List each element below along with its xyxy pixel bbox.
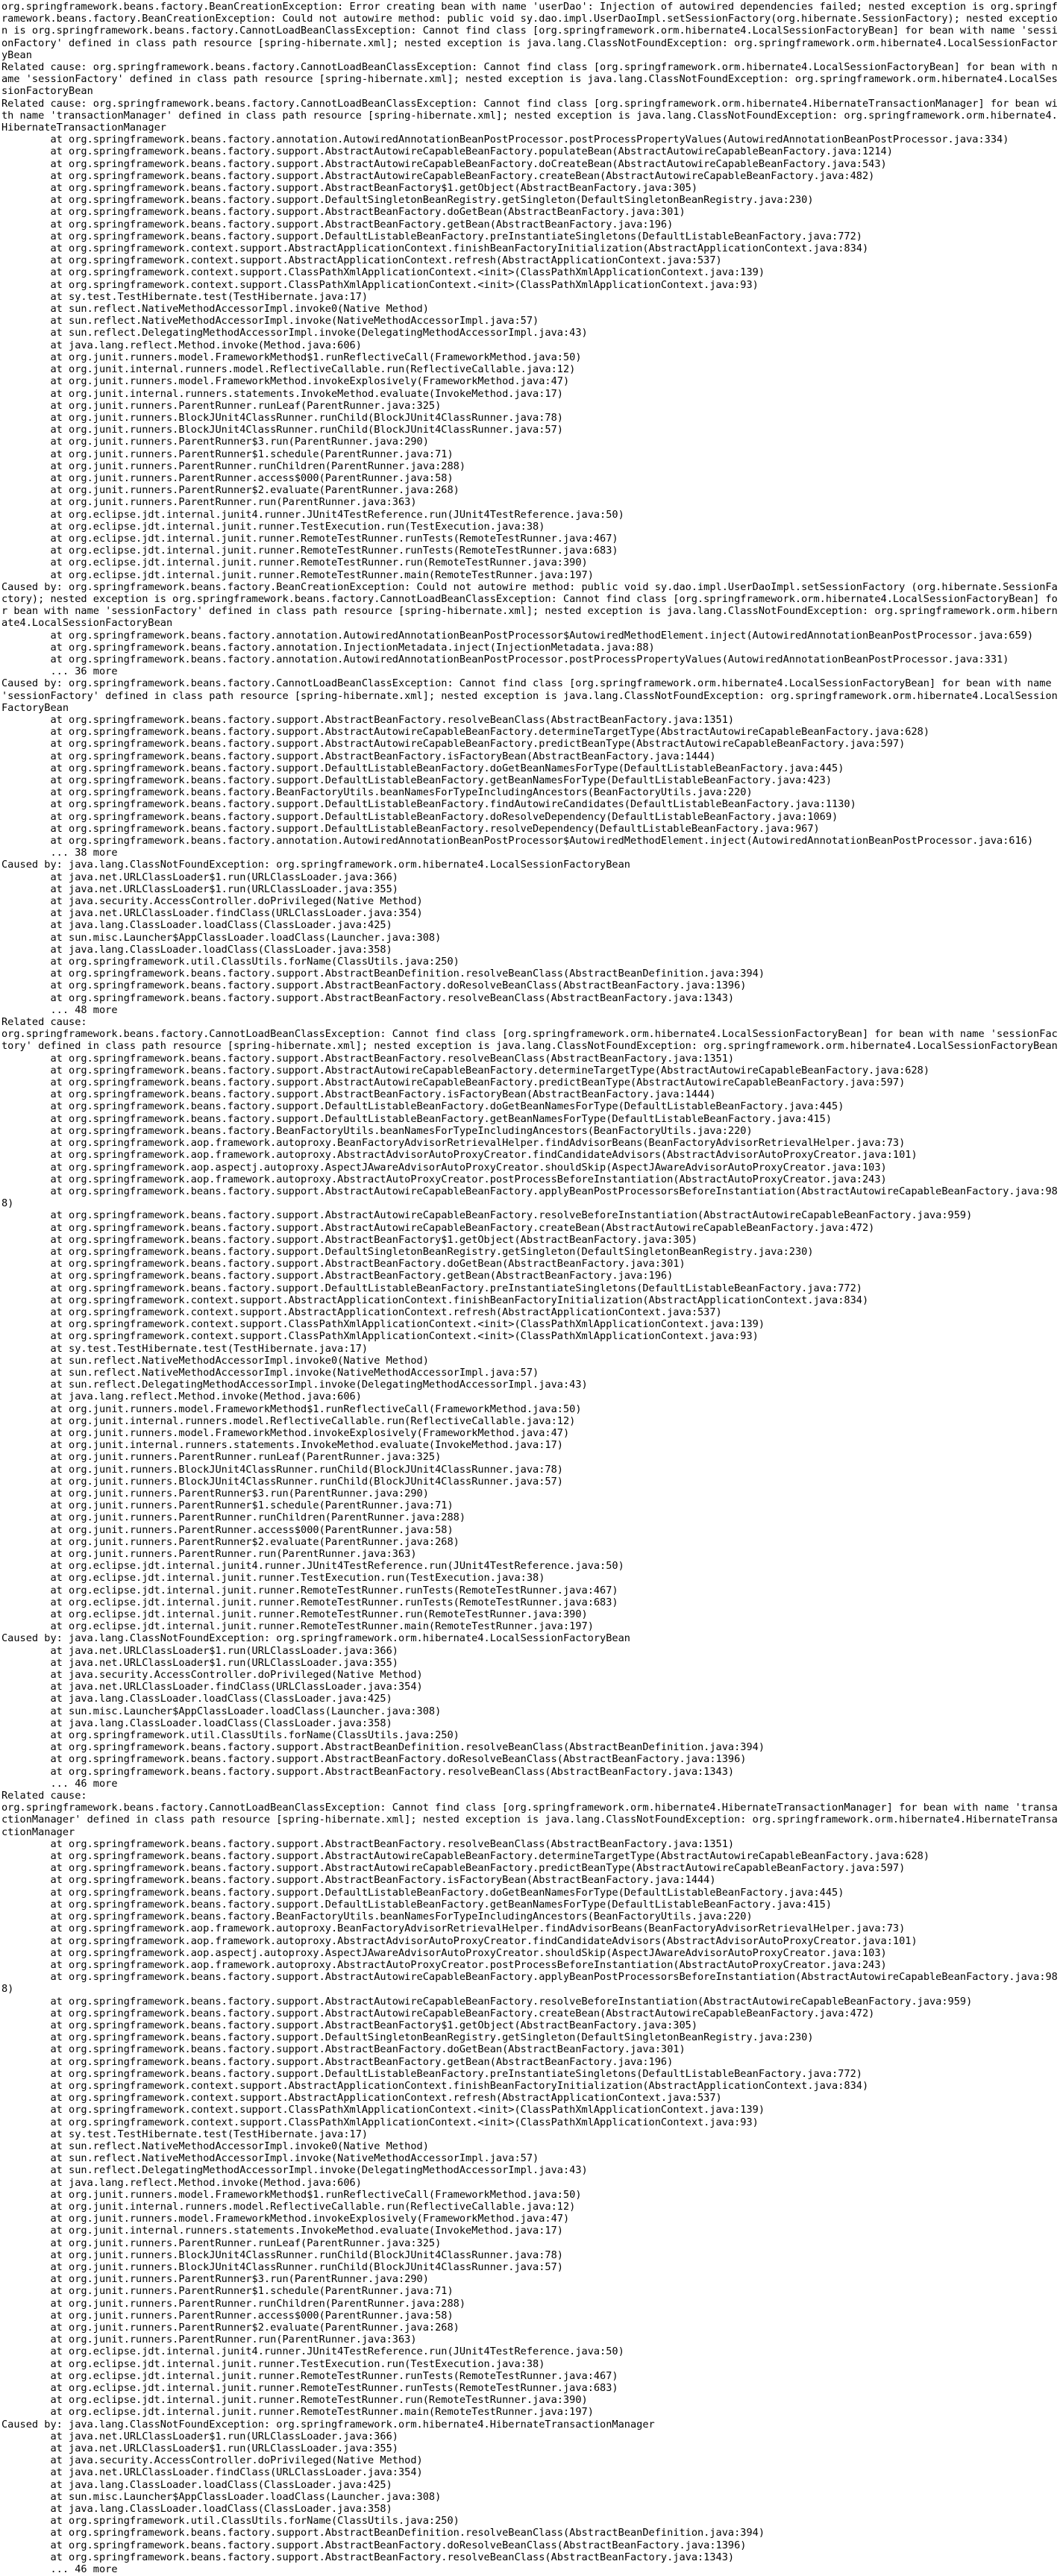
- stack-trace-line: at sun.reflect.NativeMethodAccessorImpl.invoke0(Native Method): [1, 1354, 429, 1367]
- stack-trace-line: at org.springframework.beans.factory.support.AbstractAutowireCapableBeanFactory.predictBeanType(AbstractAutowireCapableBeanFactory.java:597): [1, 738, 906, 750]
- stack-trace-line: at org.springframework.beans.factory.support.AbstractAutowireCapableBeanFactory.resolveBeforeInstantiation(AbstractAutowireCapableBeanFactory.java:959): [1, 1995, 973, 2008]
- stack-trace-line: at org.springframework.beans.factory.support.DefaultListableBeanFactory.doResolveDependency(DefaultListableBeanFactory.java:1069): [1, 810, 838, 823]
- stack-trace-line: at org.springframework.beans.factory.support.DefaultSingletonBeanRegistry.getSingleton(DefaultSingletonBeanRegistry.java:230): [1, 194, 814, 207]
- stack-trace-line: at org.springframework.util.ClassUtils.forName(ClassUtils.java:250): [1, 2515, 460, 2528]
- stack-trace-line: at org.springframework.context.support.AbstractApplicationContext.finishBeanFactoryInitialization(AbstractApplicationContext.java:834): [1, 1294, 869, 1306]
- stack-trace-line: at java.net.URLClassLoader.findClass(URLClassLoader.java:354): [1, 907, 423, 920]
- stack-trace-line: at org.eclipse.jdt.internal.junit.runner.RemoteTestRunner.main(RemoteTestRunner.java:197): [1, 1620, 594, 1633]
- stack-trace-line: at sun.reflect.NativeMethodAccessorImpl.invoke0(Native Method): [1, 2140, 429, 2152]
- stack-trace-line: at org.springframework.context.support.ClassPathXmlApplicationContext.<init>(ClassPathXmlApplicationContext.java:93): [1, 278, 759, 291]
- stack-trace-line: at org.springframework.beans.factory.support.AbstractAutowireCapableBeanFactory.doCreateBean(AbstractAutowireCapableBeanFactory.java:543): [1, 157, 887, 170]
- stack-trace-line: at org.springframework.beans.factory.support.AbstractAutowireCapableBeanFactory.determineTargetType(AbstractAutowireCapableBeanFactory.java:628): [1, 726, 929, 739]
- stack-trace-line: at java.net.URLClassLoader.findClass(URLClassLoader.java:354): [1, 2466, 423, 2479]
- stack-trace-line: at org.junit.runners.ParentRunner.access$000(ParentRunner.java:58): [1, 2309, 454, 2322]
- stack-trace-line: at org.junit.runners.ParentRunner$1.schedule(ParentRunner.java:71): [1, 1499, 454, 1512]
- stack-trace-line: at org.junit.runners.ParentRunner$3.run(ParentRunner.java:290): [1, 1487, 429, 1499]
- stack-trace-line: at org.junit.runners.ParentRunner.runLeaf(ParentRunner.java:325): [1, 2237, 442, 2249]
- stack-trace-line: at org.springframework.context.support.ClassPathXmlApplicationContext.<init>(ClassPathXmlApplicationContext.java:93): [1, 2116, 759, 2128]
- stack-trace-line: at org.eclipse.jdt.internal.junit.runner.RemoteTestRunner.main(RemoteTestRunner.java:197): [1, 2406, 594, 2419]
- stack-trace-line: at java.net.URLClassLoader$1.run(URLClassLoader.java:355): [1, 2442, 398, 2455]
- stack-trace-line: at sun.reflect.NativeMethodAccessorImpl.invoke0(Native Method): [1, 303, 429, 316]
- stack-trace-line: at org.junit.runners.model.FrameworkMethod$1.runReflectiveCall(FrameworkMethod.java:50): [1, 1403, 582, 1415]
- stack-trace-line: at sun.reflect.NativeMethodAccessorImpl.invoke(NativeMethodAccessorImpl.java:57): [1, 315, 539, 328]
- stack-trace-line: at java.lang.ClassLoader.loadClass(ClassLoader.java:425): [1, 2478, 392, 2491]
- stack-trace-line: at org.springframework.beans.factory.support.AbstractBeanFactory.doResolveBeanClass(AbstractBeanFactory.java:1396): [1, 2539, 747, 2551]
- stack-trace-line: ... 38 more: [1, 847, 118, 859]
- stack-trace-line: Caused by: java.lang.ClassNotFoundException: org.springframework.orm.hibernate4.HibernateTransactionManager: [1, 2418, 655, 2431]
- stack-trace-line: at org.eclipse.jdt.internal.junit.runner.TestExecution.run(TestExecution.java:38): [1, 1572, 545, 1585]
- stack-trace-line: at org.junit.runners.ParentRunner$3.run(ParentRunner.java:290): [1, 436, 429, 448]
- stack-trace-line: org.springframework.beans.factory.CannotLoadBeanClassException: Cannot find class [org.springframework.orm.hibernate4.HibernateTransactionManager] for bean with name 'transactionManager' defined in class path resource [spring-hibernate.xml]; nested exception is java.lang.ClassNotFoundException: org.springframework.orm.hibernate4.HibernateTransactionManager: [1, 1802, 1058, 1838]
- stack-trace-line: at java.lang.ClassLoader.loadClass(ClassLoader.java:358): [1, 2503, 392, 2516]
- stack-trace-line: Caused by: org.springframework.beans.factory.BeanCreationException: Could not autowire method: public void sy.dao.impl.UserDaoImpl.setSessionFactory (org.hibernate.SessionFactory); nested exception is org.springframework.beans.factory.CannotLoadBeanClassException: Cannot find class [org.springframework.orm.hibernate4.LocalSessionFactoryBean] for bean with name 'sessionFactory' defined in class path resource [spring-hibernate.xml]; nested exception is java.lang.ClassNotFoundException: org.springframework.orm.hibernate4.LocalSessionFactoryBean: [1, 580, 1058, 630]
- stack-trace-line: at org.eclipse.jdt.internal.junit.runner.RemoteTestRunner.runTests(RemoteTestRunner.java:683): [1, 2382, 618, 2395]
- stack-trace-line: at java.lang.ClassLoader.loadClass(ClassLoader.java:358): [1, 943, 392, 956]
- stack-trace-line: at sun.misc.Launcher$AppClassLoader.loadClass(Launcher.java:308): [1, 931, 442, 944]
- stack-trace-line: Related cause: org.springframework.beans.factory.CannotLoadBeanClassException: Cannot find class [org.springframework.orm.hibernate4.HibernateTransactionManager] for bean with name 'transactionManager' defined in class path resource [spring-hibernate.xml]; nested exception is java.lang.ClassNotFoundException: org.springframework.orm.hibernate4.HibernateTransactionManager: [1, 97, 1058, 134]
- stack-trace-line: at org.eclipse.jdt.internal.junit.runner.TestExecution.run(TestExecution.java:38): [1, 2357, 545, 2370]
- stack-trace-line: at org.springframework.beans.factory.support.AbstractBeanFactory$1.getObject(AbstractBeanFactory.java:305): [1, 1233, 698, 1246]
- stack-trace-line: at org.springframework.beans.factory.support.AbstractBeanFactory.resolveBeanClass(AbstractBeanFactory.java:1351): [1, 1052, 735, 1065]
- stack-trace-line: Related cause:: [1, 1016, 87, 1029]
- stack-trace-line: at org.springframework.beans.factory.support.DefaultSingletonBeanRegistry.getSingleton(DefaultSingletonBeanRegistry.java:230): [1, 1245, 814, 1258]
- stack-trace-line: at org.springframework.beans.factory.support.AbstractBeanFactory.isFactoryBean(AbstractBeanFactory.java:1444): [1, 1088, 716, 1101]
- stack-trace-line: at org.junit.runners.ParentRunner$3.run(ParentRunner.java:290): [1, 2273, 429, 2286]
- stack-trace-line: at org.junit.runners.model.FrameworkMethod$1.runReflectiveCall(FrameworkMethod.java:50): [1, 351, 582, 363]
- stack-trace-line: at org.springframework.beans.factory.support.AbstractBeanFactory.doGetBean(AbstractBeanFactory.java:301): [1, 206, 686, 219]
- stack-trace-line: at org.springframework.aop.framework.autoproxy.AbstractAutoProxyCreator.postProcessBeforeInstantiation(AbstractAutoProxyCreator.java:243): [1, 1173, 887, 1185]
- stack-trace-line: at java.net.URLClassLoader$1.run(URLClassLoader.java:366): [1, 871, 398, 883]
- stack-trace-line: Related cause:: [1, 1790, 87, 1802]
- stack-trace-line: at org.junit.runners.BlockJUnit4ClassRunner.runChild(BlockJUnit4ClassRunner.java:57): [1, 1475, 563, 1488]
- stack-trace-line: at org.eclipse.jdt.internal.junit4.runner.JUnit4TestReference.run(JUnit4TestReference.java:50): [1, 508, 624, 521]
- stack-trace-line: at org.junit.runners.ParentRunner$2.evaluate(ParentRunner.java:268): [1, 1535, 460, 1548]
- stack-trace-line: at java.net.URLClassLoader$1.run(URLClassLoader.java:355): [1, 883, 398, 895]
- stack-trace-line: at sun.reflect.NativeMethodAccessorImpl.invoke(NativeMethodAccessorImpl.java:57): [1, 1366, 539, 1379]
- stack-trace-line: at org.junit.runners.model.FrameworkMethod.invokeExplosively(FrameworkMethod.java:47): [1, 2213, 570, 2225]
- stack-trace-line: at org.springframework.beans.factory.support.DefaultListableBeanFactory.preInstantiateSingletons(DefaultListableBeanFactory.java:772): [1, 1282, 862, 1294]
- stack-trace-line: at org.eclipse.jdt.internal.junit.runner.TestExecution.run(TestExecution.java:38): [1, 520, 545, 533]
- stack-trace-line: at org.junit.runners.model.FrameworkMethod.invokeExplosively(FrameworkMethod.java:47): [1, 375, 570, 388]
- stack-trace-line: at sy.test.TestHibernate.test(TestHibernate.java:17): [1, 2128, 369, 2140]
- stack-trace-line: at java.lang.reflect.Method.invoke(Method.java:606): [1, 2176, 362, 2189]
- stack-trace-line: at org.springframework.beans.factory.support.AbstractBeanFactory.resolveBeanClass(AbstractBeanFactory.java:1343): [1, 991, 735, 1004]
- stack-trace-line: at org.junit.runners.ParentRunner.access$000(ParentRunner.java:58): [1, 1523, 454, 1536]
- stack-trace-line: at org.springframework.beans.factory.annotation.AutowiredAnnotationBeanPostProcessor$AutowiredMethodElement.inject(AutowiredAnnotationBeanPostProcessor.java:616): [1, 835, 1034, 847]
- stack-trace-line: at sun.reflect.DelegatingMethodAccessorImpl.invoke(DelegatingMethodAccessorImpl.java:43): [1, 2164, 588, 2177]
- stack-trace-line: Caused by: java.lang.ClassNotFoundException: org.springframework.orm.hibernate4.LocalSessionFactoryBean: [1, 1632, 630, 1645]
- stack-trace-line: at org.springframework.beans.factory.support.AbstractBeanFactory.getBean(AbstractBeanFactory.java:196): [1, 2055, 674, 2068]
- stack-trace-line: at org.springframework.aop.aspectj.autoproxy.AspectJAwareAdvisorAutoProxyCreator.shouldSkip(AspectJAwareAdvisorAutoProxyCreator.java:103): [1, 1946, 887, 1959]
- stack-trace-line: at org.junit.internal.runners.statements.InvokeMethod.evaluate(InvokeMethod.java:17): [1, 2225, 563, 2237]
- stack-trace-line: at org.springframework.beans.factory.support.AbstractBeanFactory.isFactoryBean(AbstractBeanFactory.java:1444): [1, 1874, 716, 1887]
- stack-trace-line: at java.security.AccessController.doPrivileged(Native Method): [1, 1669, 423, 1682]
- stack-trace-line: at org.springframework.beans.factory.support.AbstractAutowireCapableBeanFactory.predictBeanType(AbstractAutowireCapableBeanFactory.java:597): [1, 1862, 906, 1875]
- stack-trace-line: at sun.reflect.DelegatingMethodAccessorImpl.invoke(DelegatingMethodAccessorImpl.java:43): [1, 1379, 588, 1391]
- stack-trace-line: at org.springframework.beans.factory.support.DefaultListableBeanFactory.resolveDependency(DefaultListableBeanFactory.java:967): [1, 822, 820, 835]
- stack-trace-line: at org.springframework.beans.factory.support.AbstractAutowireCapableBeanFactory.populateBean(AbstractAutowireCapableBeanFactory.java:1214): [1, 145, 893, 158]
- stack-trace-line: at org.junit.runners.BlockJUnit4ClassRunner.runChild(BlockJUnit4ClassRunner.java:57): [1, 424, 563, 436]
- stack-trace-line: at org.springframework.aop.framework.autoproxy.AbstractAdvisorAutoProxyCreator.findCandidateAdvisors(AbstractAdvisorAutoProxyCreator.java:101): [1, 1149, 918, 1162]
- stack-trace-line: at org.springframework.beans.factory.annotation.AutowiredAnnotationBeanPostProcessor$AutowiredMethodElement.inject(AutowiredAnnotationBeanPostProcessor.java:659): [1, 629, 1034, 642]
- stack-trace-line: at org.springframework.beans.factory.BeanFactoryUtils.beanNamesForTypeIncludingAncestors(BeanFactoryUtils.java:220): [1, 1124, 753, 1137]
- stack-trace-line: at org.springframework.context.support.AbstractApplicationContext.refresh(AbstractApplicationContext.java:537): [1, 2092, 722, 2105]
- stack-trace-line: at org.springframework.beans.factory.support.AbstractBeanDefinition.resolveBeanClass(AbstractBeanDefinition.java:394): [1, 1741, 765, 1754]
- stack-trace-line: at org.junit.runners.BlockJUnit4ClassRunner.runChild(BlockJUnit4ClassRunner.java:78): [1, 2248, 563, 2261]
- stack-trace-line: at org.springframework.beans.factory.support.AbstractBeanFactory.doGetBean(AbstractBeanFactory.java:301): [1, 2043, 686, 2056]
- stack-trace-line: at org.springframework.beans.factory.support.DefaultListableBeanFactory.findAutowireCandidates(DefaultListableBeanFactory.java:1130): [1, 798, 856, 811]
- stack-trace-line: at sun.reflect.DelegatingMethodAccessorImpl.invoke(DelegatingMethodAccessorImpl.java:43): [1, 327, 588, 339]
- stack-trace-line: at org.springframework.context.support.AbstractApplicationContext.finishBeanFactoryInitialization(AbstractApplicationContext.java:834): [1, 242, 869, 255]
- stack-trace-line: ... 48 more: [1, 1003, 118, 1016]
- stack-trace-line: at org.junit.runners.ParentRunner.run(ParentRunner.java:363): [1, 2334, 417, 2346]
- stack-trace-line: at org.junit.internal.runners.model.ReflectiveCallable.run(ReflectiveCallable.java:12): [1, 363, 576, 376]
- stack-trace-line: org.springframework.beans.factory.CannotLoadBeanClassException: Cannot find class [org.springframework.orm.hibernate4.LocalSessionFactoryBean] for bean with name 'sessionFactory' defined in class path resource [spring-hibernate.xml]; nested exception is java.lang.ClassNotFoundException: org.springframework.orm.hibernate4.LocalSessionFactoryBean: [1, 1028, 1058, 1053]
- stack-trace-line: at org.springframework.beans.factory.support.AbstractBeanFactory.isFactoryBean(AbstractBeanFactory.java:1444): [1, 750, 716, 762]
- stack-trace-line: at org.springframework.beans.factory.support.AbstractAutowireCapableBeanFactory.determineTargetType(AbstractAutowireCapableBeanFactory.java:628): [1, 1064, 929, 1077]
- stack-trace-line: org.springframework.beans.factory.BeanCreationException: Error creating bean with name 'userDao': Injection of autowired dependencies failed; nested exception is org.springframework.beans.factory.BeanCreationException: Could not autowire method: public void sy.dao.impl.UserDaoImpl.setSessionFactory(org.hibernate.SessionFactory); nested exception is org.springframework.beans.factory.CannotLoadBeanClassException: Cannot find class [org.springframework.orm.hibernate4.LocalSessionFactoryBean] for bean with name 'sessionFactory' defined in class path resource [spring-hibernate.xml]; nested exception is java.lang.ClassNotFoundException: org.springframework.orm.hibernate4.LocalSessionFactoryBean: [1, 1, 1058, 61]
- stack-trace-line: at org.springframework.beans.factory.support.DefaultListableBeanFactory.getBeanNamesForType(DefaultListableBeanFactory.java:415): [1, 1112, 832, 1125]
- stack-trace-line: ... 46 more: [1, 1777, 118, 1790]
- stack-trace-line: at java.security.AccessController.doPrivileged(Native Method): [1, 2454, 423, 2467]
- stack-trace-line: at org.junit.runners.BlockJUnit4ClassRunner.runChild(BlockJUnit4ClassRunner.java:78): [1, 1463, 563, 1476]
- stack-trace-line: at org.springframework.beans.factory.support.AbstractBeanFactory.getBean(AbstractBeanFactory.java:196): [1, 1270, 674, 1282]
- stack-trace-line: ... 36 more: [1, 665, 118, 678]
- stack-trace-line: at sun.reflect.NativeMethodAccessorImpl.invoke(NativeMethodAccessorImpl.java:57): [1, 2152, 539, 2165]
- stack-trace-line: at org.springframework.beans.factory.support.DefaultListableBeanFactory.preInstantiateSingletons(DefaultListableBeanFactory.java:772): [1, 2067, 862, 2080]
- stack-trace-line: at org.eclipse.jdt.internal.junit.runner.RemoteTestRunner.runTests(RemoteTestRunner.java:467): [1, 1584, 618, 1596]
- stack-trace-line: at org.springframework.beans.factory.support.DefaultListableBeanFactory.doGetBeanNamesForType(DefaultListableBeanFactory.java:445): [1, 1886, 844, 1899]
- stack-trace-line: at sy.test.TestHibernate.test(TestHibernate.java:17): [1, 290, 369, 303]
- stack-trace-line: at org.springframework.beans.factory.support.AbstractBeanDefinition.resolveBeanClass(AbstractBeanDefinition.java:394): [1, 2527, 765, 2539]
- stack-trace-line: at org.springframework.beans.factory.support.DefaultListableBeanFactory.doGetBeanNamesForType(DefaultListableBeanFactory.java:445): [1, 762, 844, 774]
- stack-trace-line: at org.eclipse.jdt.internal.junit4.runner.JUnit4TestReference.run(JUnit4TestReference.java:50): [1, 1560, 624, 1573]
- stack-trace-line: at java.lang.ClassLoader.loadClass(ClassLoader.java:425): [1, 919, 392, 932]
- stack-trace-line: at org.junit.runners.ParentRunner$2.evaluate(ParentRunner.java:268): [1, 2322, 460, 2334]
- stack-trace-line: at org.junit.runners.ParentRunner.run(ParentRunner.java:363): [1, 496, 417, 509]
- stack-trace-line: at sy.test.TestHibernate.test(TestHibernate.java:17): [1, 1342, 369, 1355]
- stack-trace-line: at org.springframework.beans.factory.support.AbstractBeanFactory.getBean(AbstractBeanFactory.java:196): [1, 218, 674, 231]
- stack-trace-line: at org.springframework.beans.factory.support.AbstractBeanFactory.doResolveBeanClass(AbstractBeanFactory.java:1396): [1, 980, 747, 992]
- stack-trace-line: at org.junit.runners.BlockJUnit4ClassRunner.runChild(BlockJUnit4ClassRunner.java:78): [1, 411, 563, 424]
- stack-trace-line: Caused by: java.lang.ClassNotFoundException: org.springframework.orm.hibernate4.LocalSessionFactoryBean: [1, 859, 630, 871]
- stack-trace-line: at org.springframework.beans.factory.support.AbstractBeanFactory$1.getObject(AbstractBeanFactory.java:305): [1, 182, 698, 195]
- stack-trace-line: at org.junit.runners.model.FrameworkMethod.invokeExplosively(FrameworkMethod.java:47): [1, 1426, 570, 1439]
- stack-trace-line: at org.springframework.context.support.AbstractApplicationContext.refresh(AbstractApplicationContext.java:537): [1, 1306, 722, 1318]
- stack-trace-line: at org.springframework.beans.factory.support.AbstractAutowireCapableBeanFactory.predictBeanType(AbstractAutowireCapableBeanFactory.java:597): [1, 1077, 906, 1089]
- stack-trace-line: at org.eclipse.jdt.internal.junit.runner.RemoteTestRunner.run(RemoteTestRunner.java:390): [1, 557, 588, 569]
- stack-trace-line: at org.junit.internal.runners.statements.InvokeMethod.evaluate(InvokeMethod.java:17): [1, 1439, 563, 1452]
- stack-trace-line: at org.junit.runners.model.FrameworkMethod$1.runReflectiveCall(FrameworkMethod.java:50): [1, 2188, 582, 2201]
- stack-trace-line: at org.springframework.context.support.AbstractApplicationContext.refresh(AbstractApplicationContext.java:537): [1, 254, 722, 267]
- stack-trace-line: at org.springframework.beans.factory.annotation.AutowiredAnnotationBeanPostProcessor.postProcessPropertyValues(AutowiredAnnotationBeanPostProcessor.java:334): [1, 134, 1009, 146]
- stack-trace-line: at org.junit.runners.ParentRunner.run(ParentRunner.java:363): [1, 1548, 417, 1560]
- stack-trace-line: Related cause: org.springframework.beans.factory.CannotLoadBeanClassException: Cannot find class [org.springframework.orm.hibernate4.LocalSessionFactoryBean] for bean with name 'sessionFactory' defined in class path resource [spring-hibernate.xml]; nested exception is java.lang.ClassNotFoundException: org.springframework.orm.hibernate4.LocalSessionFactoryBean: [1, 61, 1058, 98]
- stack-trace-line: at org.springframework.beans.factory.support.AbstractAutowireCapableBeanFactory.applyBeanPostProcessorsBeforeInstantiation(AbstractAutowireCapableBeanFactory.java:988): [1, 1185, 1058, 1210]
- stack-trace-line: at org.springframework.beans.factory.annotation.InjectionMetadata.inject(InjectionMetadata.java:88): [1, 641, 655, 654]
- stack-trace-line: at org.springframework.beans.factory.support.AbstractBeanFactory.resolveBeanClass(AbstractBeanFactory.java:1351): [1, 1837, 735, 1850]
- stack-trace-line: at org.eclipse.jdt.internal.junit4.runner.JUnit4TestReference.run(JUnit4TestReference.java:50): [1, 2345, 624, 2358]
- stack-trace-line: at org.eclipse.jdt.internal.junit.runner.RemoteTestRunner.run(RemoteTestRunner.java:390): [1, 2394, 588, 2407]
- stack-trace-line: at org.springframework.beans.factory.support.AbstractBeanDefinition.resolveBeanClass(AbstractBeanDefinition.java:394): [1, 968, 765, 980]
- stack-trace-line: at java.lang.reflect.Method.invoke(Method.java:606): [1, 339, 362, 351]
- stack-trace-line: at org.springframework.beans.factory.support.AbstractAutowireCapableBeanFactory.createBean(AbstractAutowireCapableBeanFactory.java:472): [1, 1221, 875, 1234]
- stack-trace-line: at org.springframework.beans.factory.support.AbstractAutowireCapableBeanFactory.resolveBeforeInstantiation(AbstractAutowireCapableBeanFactory.java:959): [1, 1209, 973, 1222]
- stack-trace-line: at org.springframework.context.support.ClassPathXmlApplicationContext.<init>(ClassPathXmlApplicationContext.java:139): [1, 2104, 765, 2116]
- stack-trace-line: at org.springframework.beans.factory.BeanFactoryUtils.beanNamesForTypeIncludingAncestors(BeanFactoryUtils.java:220): [1, 786, 753, 799]
- stack-trace-line: at org.springframework.beans.factory.support.AbstractBeanFactory.doGetBean(AbstractBeanFactory.java:301): [1, 1258, 686, 1270]
- stack-trace-line: at org.springframework.aop.framework.autoproxy.BeanFactoryAdvisorRetrievalHelper.findAdvisorBeans(BeanFactoryAdvisorRetrievalHelper.java:73): [1, 1922, 906, 1935]
- stack-trace-line: at org.springframework.beans.factory.support.AbstractAutowireCapableBeanFactory.determineTargetType(AbstractAutowireCapableBeanFactory.java:628): [1, 1850, 929, 1863]
- stack-trace-line: at org.springframework.beans.factory.support.AbstractBeanFactory.resolveBeanClass(AbstractBeanFactory.java:1343): [1, 1765, 735, 1778]
- stack-trace-line: at org.junit.runners.ParentRunner$1.schedule(ParentRunner.java:71): [1, 2285, 454, 2298]
- stack-trace-line: at org.springframework.aop.framework.autoproxy.AbstractAdvisorAutoProxyCreator.findCandidateAdvisors(AbstractAdvisorAutoProxyCreator.java:101): [1, 1934, 918, 1947]
- stack-trace-line: at java.lang.reflect.Method.invoke(Method.java:606): [1, 1391, 362, 1403]
- stack-trace-line: at org.springframework.aop.aspectj.autoproxy.AspectJAwareAdvisorAutoProxyCreator.shouldSkip(AspectJAwareAdvisorAutoProxyCreator.java:103): [1, 1161, 887, 1173]
- stack-trace-line: at org.springframework.beans.factory.support.DefaultListableBeanFactory.getBeanNamesForType(DefaultListableBeanFactory.java:415): [1, 1898, 832, 1911]
- stack-trace-line: at org.springframework.beans.factory.support.AbstractBeanFactory.doResolveBeanClass(AbstractBeanFactory.java:1396): [1, 1753, 747, 1766]
- stack-trace-line: Caused by: org.springframework.beans.factory.CannotLoadBeanClassException: Cannot find class [org.springframework.orm.hibernate4.LocalSessionFactoryBean] for bean with name 'sessionFactory' defined in class path resource [spring-hibernate.xml]; nested exception is java.lang.ClassNotFoundException: org.springframework.orm.hibernate4.LocalSessionFactoryBean: [1, 677, 1058, 714]
- stack-trace-line: at org.springframework.context.support.ClassPathXmlApplicationContext.<init>(ClassPathXmlApplicationContext.java:139): [1, 266, 765, 279]
- stack-trace-line: at org.eclipse.jdt.internal.junit.runner.RemoteTestRunner.runTests(RemoteTestRunner.java:467): [1, 532, 618, 545]
- stack-trace-line: at java.security.AccessController.doPrivileged(Native Method): [1, 895, 423, 908]
- stack-trace-line: at org.springframework.aop.framework.autoproxy.BeanFactoryAdvisorRetrievalHelper.findAdvisorBeans(BeanFactoryAdvisorRetrievalHelper.java:73): [1, 1137, 906, 1150]
- stack-trace-line: at org.eclipse.jdt.internal.junit.runner.RemoteTestRunner.runTests(RemoteTestRunner.java:683): [1, 545, 618, 557]
- stack-trace-line: at org.junit.runners.ParentRunner.runChildren(ParentRunner.java:288): [1, 460, 466, 472]
- stack-trace-line: ... 46 more: [1, 2563, 118, 2576]
- stack-trace-line: at org.junit.runners.ParentRunner.runLeaf(ParentRunner.java:325): [1, 1451, 442, 1464]
- stack-trace-line: at org.springframework.beans.factory.support.AbstractBeanFactory.resolveBeanClass(AbstractBeanFactory.java:1343): [1, 2551, 735, 2563]
- stack-trace-line: at org.springframework.context.support.ClassPathXmlApplicationContext.<init>(ClassPathXmlApplicationContext.java:93): [1, 1330, 759, 1343]
- stack-trace-line: at org.eclipse.jdt.internal.junit.runner.RemoteTestRunner.main(RemoteTestRunner.java:197): [1, 568, 594, 581]
- stack-trace-line: at org.eclipse.jdt.internal.junit.runner.RemoteTestRunner.runTests(RemoteTestRunner.java:467): [1, 2369, 618, 2382]
- stack-trace-line: at org.springframework.context.support.AbstractApplicationContext.finishBeanFactoryInitialization(AbstractApplicationContext.java:834): [1, 2079, 869, 2092]
- stack-trace-line: at org.springframework.beans.factory.support.DefaultSingletonBeanRegistry.getSingleton(DefaultSingletonBeanRegistry.java:230): [1, 2031, 814, 2044]
- stack-trace-line: at sun.misc.Launcher$AppClassLoader.loadClass(Launcher.java:308): [1, 1705, 442, 1717]
- stack-trace-line: at org.junit.runners.ParentRunner.runChildren(ParentRunner.java:288): [1, 1511, 466, 1524]
- stack-trace-line: at org.springframework.beans.factory.support.AbstractAutowireCapableBeanFactory.createBean(AbstractAutowireCapableBeanFactory.java:472): [1, 2007, 875, 2019]
- stack-trace-line: at org.junit.runners.ParentRunner.access$000(ParentRunner.java:58): [1, 471, 454, 484]
- stack-trace-line: at java.net.URLClassLoader$1.run(URLClassLoader.java:366): [1, 2430, 398, 2442]
- stack-trace-line: at org.springframework.util.ClassUtils.forName(ClassUtils.java:250): [1, 1729, 460, 1742]
- stack-trace-line: at sun.misc.Launcher$AppClassLoader.loadClass(Launcher.java:308): [1, 2490, 442, 2503]
- stack-trace-line: at org.springframework.beans.factory.support.DefaultListableBeanFactory.getBeanNamesForType(DefaultListableBeanFactory.java:423): [1, 774, 832, 786]
- stack-trace-line: at org.springframework.beans.factory.support.AbstractBeanFactory$1.getObject(AbstractBeanFactory.java:305): [1, 2019, 698, 2031]
- stack-trace-line: at org.springframework.beans.factory.support.AbstractBeanFactory.resolveBeanClass(AbstractBeanFactory.java:1351): [1, 713, 735, 726]
- stack-trace-line: at org.junit.runners.ParentRunner$1.schedule(ParentRunner.java:71): [1, 448, 454, 460]
- stack-trace-line: at org.springframework.context.support.ClassPathXmlApplicationContext.<init>(ClassPathXmlApplicationContext.java:139): [1, 1318, 765, 1331]
- stack-trace-line: at java.net.URLClassLoader$1.run(URLClassLoader.java:366): [1, 1644, 398, 1657]
- stack-trace-line: at org.junit.runners.ParentRunner$2.evaluate(ParentRunner.java:268): [1, 484, 460, 497]
- stack-trace-line: at org.junit.internal.runners.model.ReflectiveCallable.run(ReflectiveCallable.java:12): [1, 2200, 576, 2213]
- stack-trace-line: at java.net.URLClassLoader$1.run(URLClassLoader.java:355): [1, 1656, 398, 1669]
- stack-trace-line: at java.net.URLClassLoader.findClass(URLClassLoader.java:354): [1, 1681, 423, 1693]
- stack-trace-line: at org.springframework.beans.factory.annotation.AutowiredAnnotationBeanPostProcessor.postProcessPropertyValues(AutowiredAnnotationBeanPostProcessor.java:331): [1, 653, 1009, 665]
- stack-trace-line: at org.junit.internal.runners.statements.InvokeMethod.evaluate(InvokeMethod.java:17): [1, 387, 563, 400]
- stack-trace-line: at org.eclipse.jdt.internal.junit.runner.RemoteTestRunner.run(RemoteTestRunner.java:390): [1, 1608, 588, 1621]
- stack-trace-line: at org.junit.runners.BlockJUnit4ClassRunner.runChild(BlockJUnit4ClassRunner.java:57): [1, 2260, 563, 2273]
- stack-trace-line: at org.junit.runners.ParentRunner.runLeaf(ParentRunner.java:325): [1, 399, 442, 412]
- stack-trace-line: at org.springframework.beans.factory.support.AbstractAutowireCapableBeanFactory.createBean(AbstractAutowireCapableBeanFactory.java:482): [1, 169, 875, 182]
- stack-trace-line: at org.junit.runners.ParentRunner.runChildren(ParentRunner.java:288): [1, 2297, 466, 2310]
- stack-trace-line: at org.springframework.beans.factory.support.DefaultListableBeanFactory.doGetBeanNamesForType(DefaultListableBeanFactory.java:445): [1, 1100, 844, 1113]
- stack-trace-line: at org.springframework.beans.factory.BeanFactoryUtils.beanNamesForTypeIncludingAncestors(BeanFactoryUtils.java:220): [1, 1911, 753, 1923]
- stack-trace-line: at org.springframework.beans.factory.support.AbstractAutowireCapableBeanFactory.applyBeanPostProcessorsBeforeInstantiation(AbstractAutowireCapableBeanFactory.java:988): [1, 1971, 1058, 1996]
- stack-trace-line: at org.springframework.aop.framework.autoproxy.AbstractAutoProxyCreator.postProcessBeforeInstantiation(AbstractAutoProxyCreator.java:243): [1, 1958, 887, 1971]
- stack-trace-line: at org.junit.internal.runners.model.ReflectiveCallable.run(ReflectiveCallable.java:12): [1, 1414, 576, 1427]
- stack-trace-line: at java.lang.ClassLoader.loadClass(ClassLoader.java:358): [1, 1717, 392, 1729]
- stack-trace-line: at org.springframework.util.ClassUtils.forName(ClassUtils.java:250): [1, 956, 460, 968]
- stack-trace-line: at org.eclipse.jdt.internal.junit.runner.RemoteTestRunner.runTests(RemoteTestRunner.java:683): [1, 1596, 618, 1608]
- stack-trace-line: at org.springframework.beans.factory.support.DefaultListableBeanFactory.preInstantiateSingletons(DefaultListableBeanFactory.java:772): [1, 230, 862, 242]
- stack-trace-line: at java.lang.ClassLoader.loadClass(ClassLoader.java:425): [1, 1693, 392, 1705]
